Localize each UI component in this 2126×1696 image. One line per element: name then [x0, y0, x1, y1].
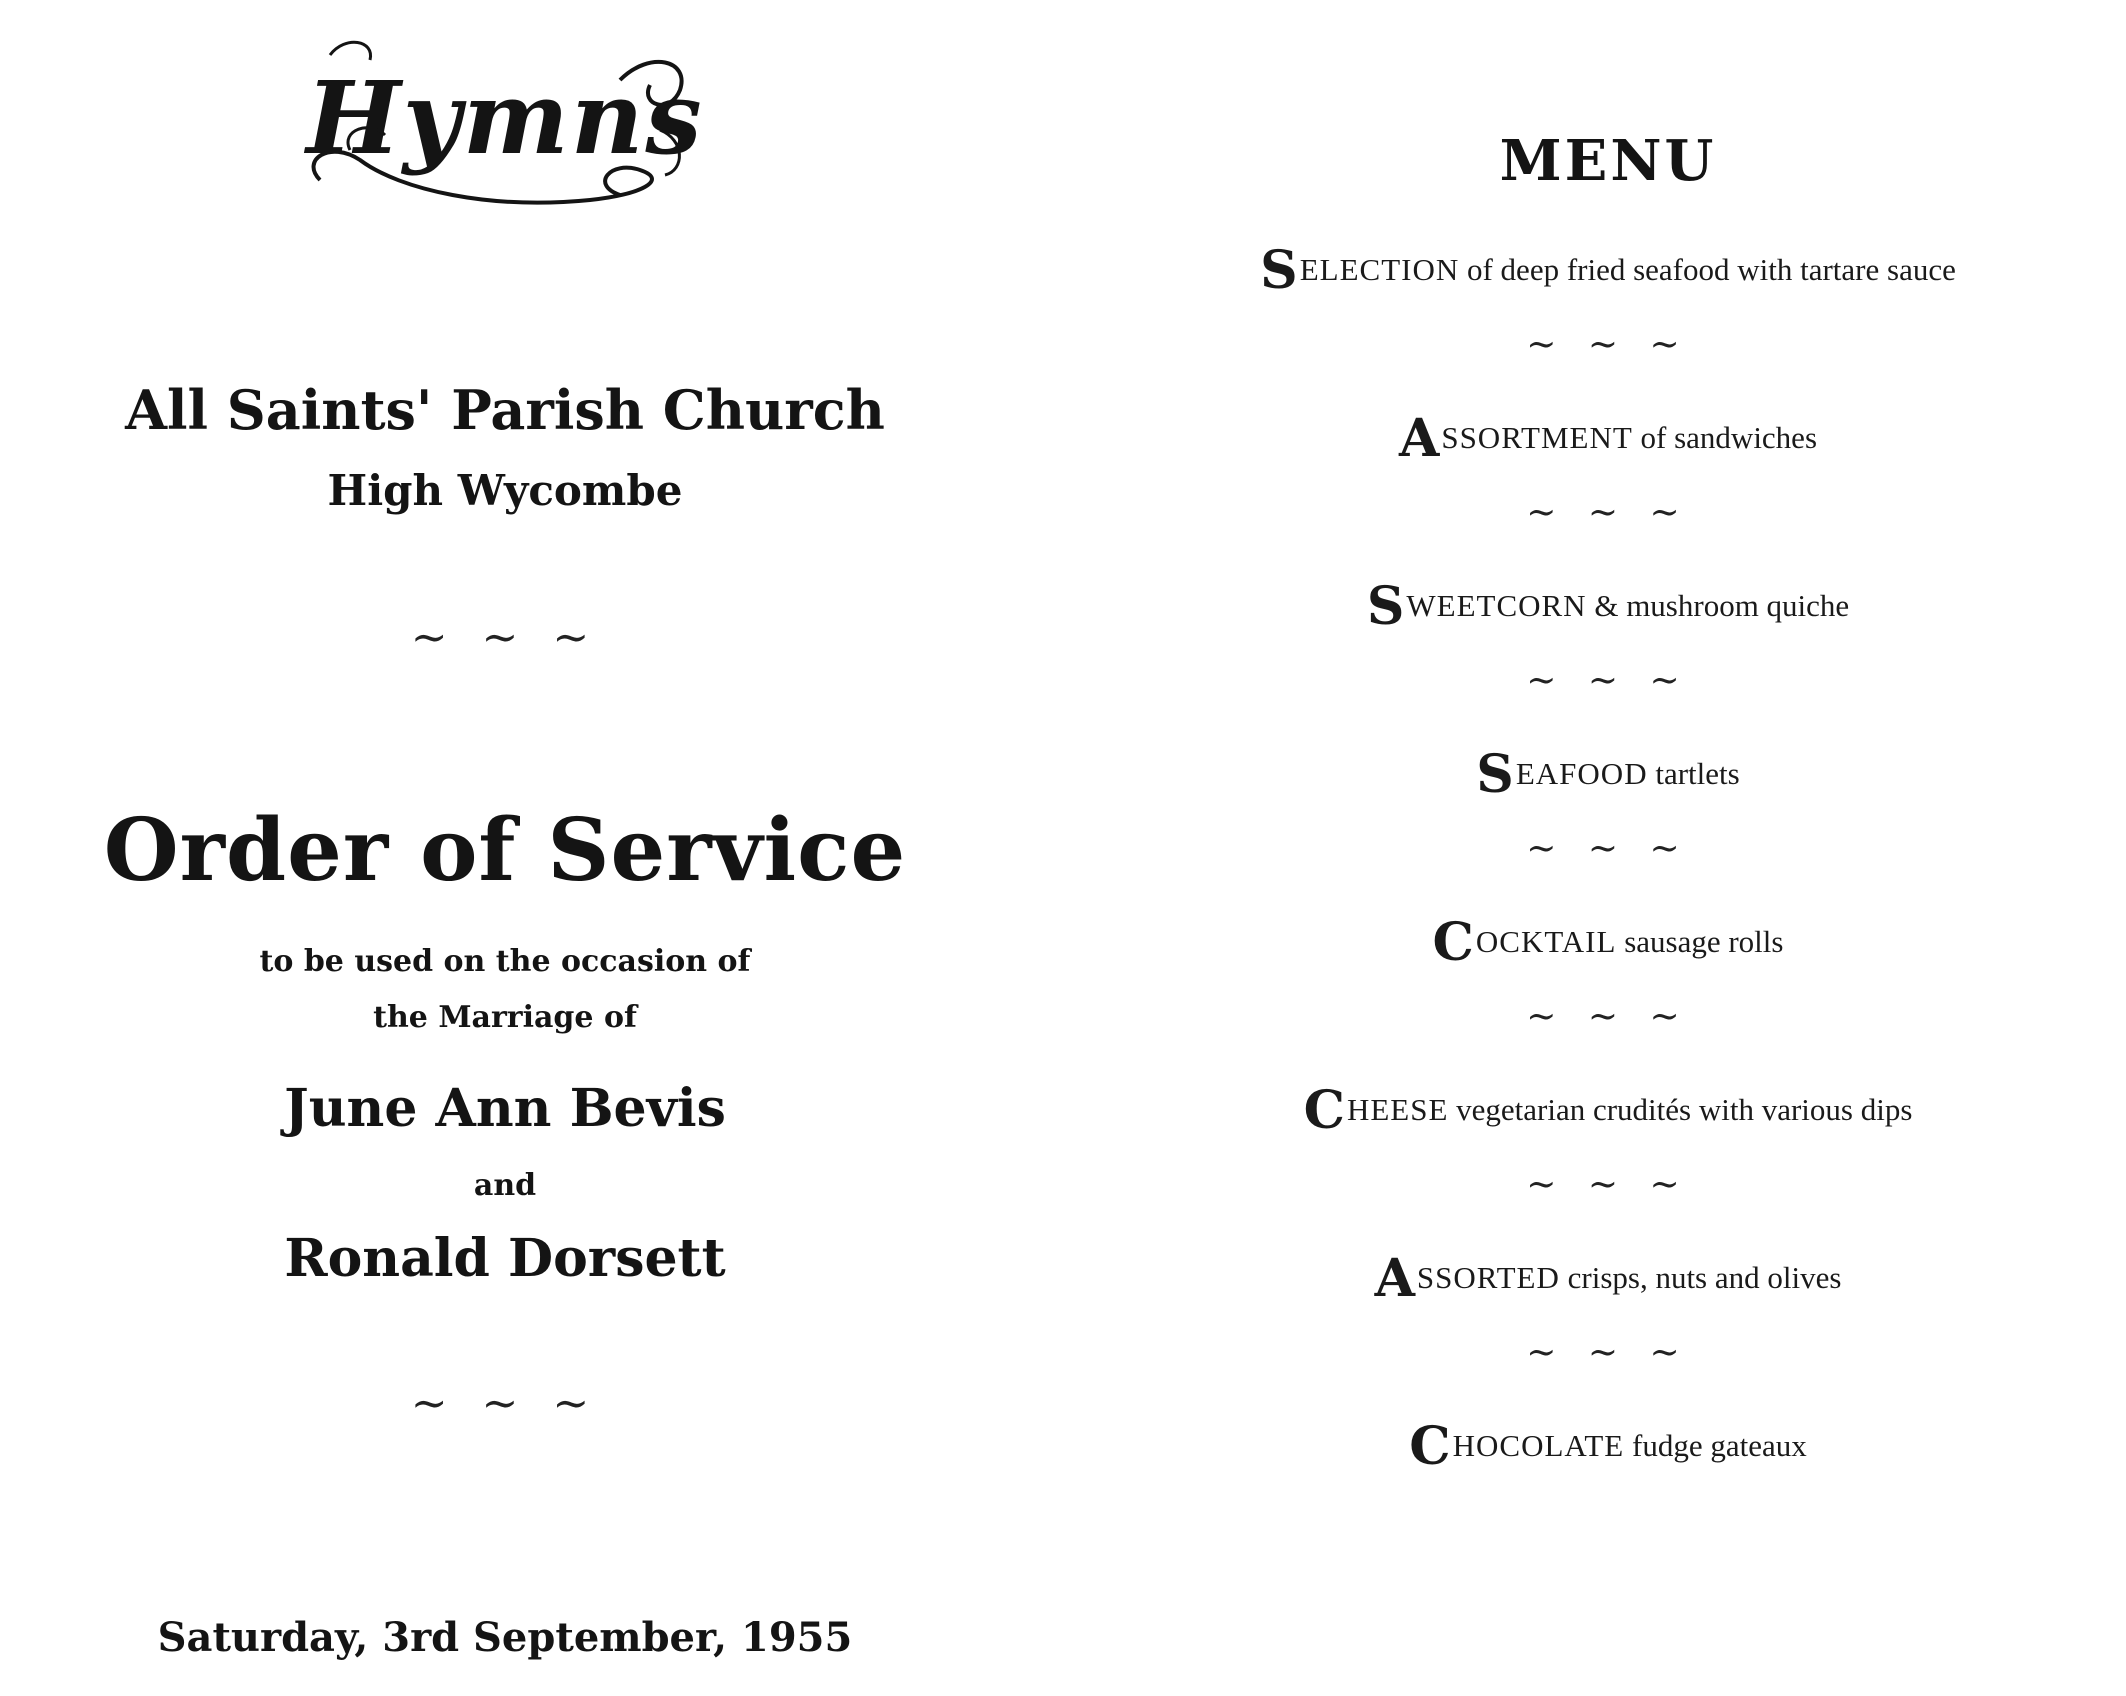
- menu-item-initial: C: [1303, 1080, 1345, 1141]
- menu-divider: ~ ~ ~: [1526, 492, 1690, 533]
- menu-item-caps: SSORTMENT: [1441, 420, 1633, 455]
- menu-item-initial: A: [1374, 1248, 1415, 1309]
- menu-item: [1090, 576, 2126, 637]
- menu-item-caps: OCKTAIL: [1475, 924, 1617, 959]
- groom-name: Ronald Dorsett: [284, 1228, 726, 1289]
- order-of-service-page: [0, 0, 1010, 1696]
- menu-item-description: of deep fried seafood with tartare sauce: [1459, 252, 1956, 287]
- menu-item-caps: SSORTED: [1416, 1260, 1560, 1295]
- menu-item-caps: EAFOOD: [1515, 756, 1648, 791]
- hymns-heading-block: [0, 30, 1010, 250]
- menu-item-description: tartlets: [1647, 756, 1740, 791]
- menu-item-description: & mushroom quiche: [1586, 588, 1850, 623]
- menu-item: [1090, 408, 2126, 469]
- menu-item: [1090, 1080, 2126, 1141]
- menu-item-initial: C: [1409, 1416, 1451, 1477]
- menu-item-caps: ELECTION: [1299, 252, 1460, 287]
- menu-item: [1090, 1248, 2126, 1309]
- menu-item-initial: S: [1476, 744, 1514, 805]
- menu-item-caps: HEESE: [1346, 1092, 1449, 1127]
- order-of-service-title: Order of Service: [103, 800, 907, 901]
- menu-divider: ~ ~ ~: [1526, 1164, 1690, 1205]
- conjunction-and: and: [473, 1168, 537, 1203]
- menu-item-description: crisps, nuts and olives: [1559, 1260, 1842, 1295]
- menu-divider: ~ ~ ~: [1526, 324, 1690, 365]
- divider-1: ~ ~ ~: [410, 612, 600, 663]
- menu-divider: ~ ~ ~: [1526, 996, 1690, 1037]
- menu-divider: ~ ~ ~: [1526, 660, 1690, 701]
- menu-item-initial: S: [1260, 240, 1298, 301]
- wedding-date: Saturday, 3rd September, 1955: [157, 1614, 853, 1661]
- menu-item-description: sausage rolls: [1616, 924, 1784, 959]
- menu-item-description: fudge gateaux: [1624, 1428, 1807, 1463]
- menu-item-initial: C: [1432, 912, 1474, 973]
- bride-name: June Ann Bevis: [284, 1078, 726, 1139]
- menu-divider: ~ ~ ~: [1526, 828, 1690, 869]
- menu-item-description: vegetarian crudités with various dips: [1448, 1092, 1913, 1127]
- menu-divider: ~ ~ ~: [1526, 1332, 1690, 1373]
- church-name: All Saints' Parish Church: [125, 378, 885, 442]
- town-name: High Wycombe: [327, 466, 683, 515]
- menu-item-caps: WEETCORN: [1406, 588, 1587, 623]
- menu-page: [1090, 0, 2126, 1696]
- menu-item: [1090, 744, 2126, 805]
- menu-item-description: of sandwiches: [1632, 420, 1818, 455]
- menu-item: [1090, 912, 2126, 973]
- occasion-line-1: to be used on the occasion of: [259, 944, 751, 979]
- menu-item: [1090, 240, 2126, 301]
- menu-item: [1090, 1416, 2126, 1477]
- divider-2: ~ ~ ~: [410, 1378, 600, 1429]
- hymns-heading: Hymns: [306, 59, 704, 177]
- menu-item-initial: S: [1366, 576, 1405, 637]
- menu-item-initial: A: [1398, 408, 1440, 469]
- occasion-line-2: the Marriage of: [373, 1000, 637, 1035]
- menu-title: MENU: [1499, 128, 1717, 194]
- menu-item-caps: HOCOLATE: [1452, 1428, 1625, 1463]
